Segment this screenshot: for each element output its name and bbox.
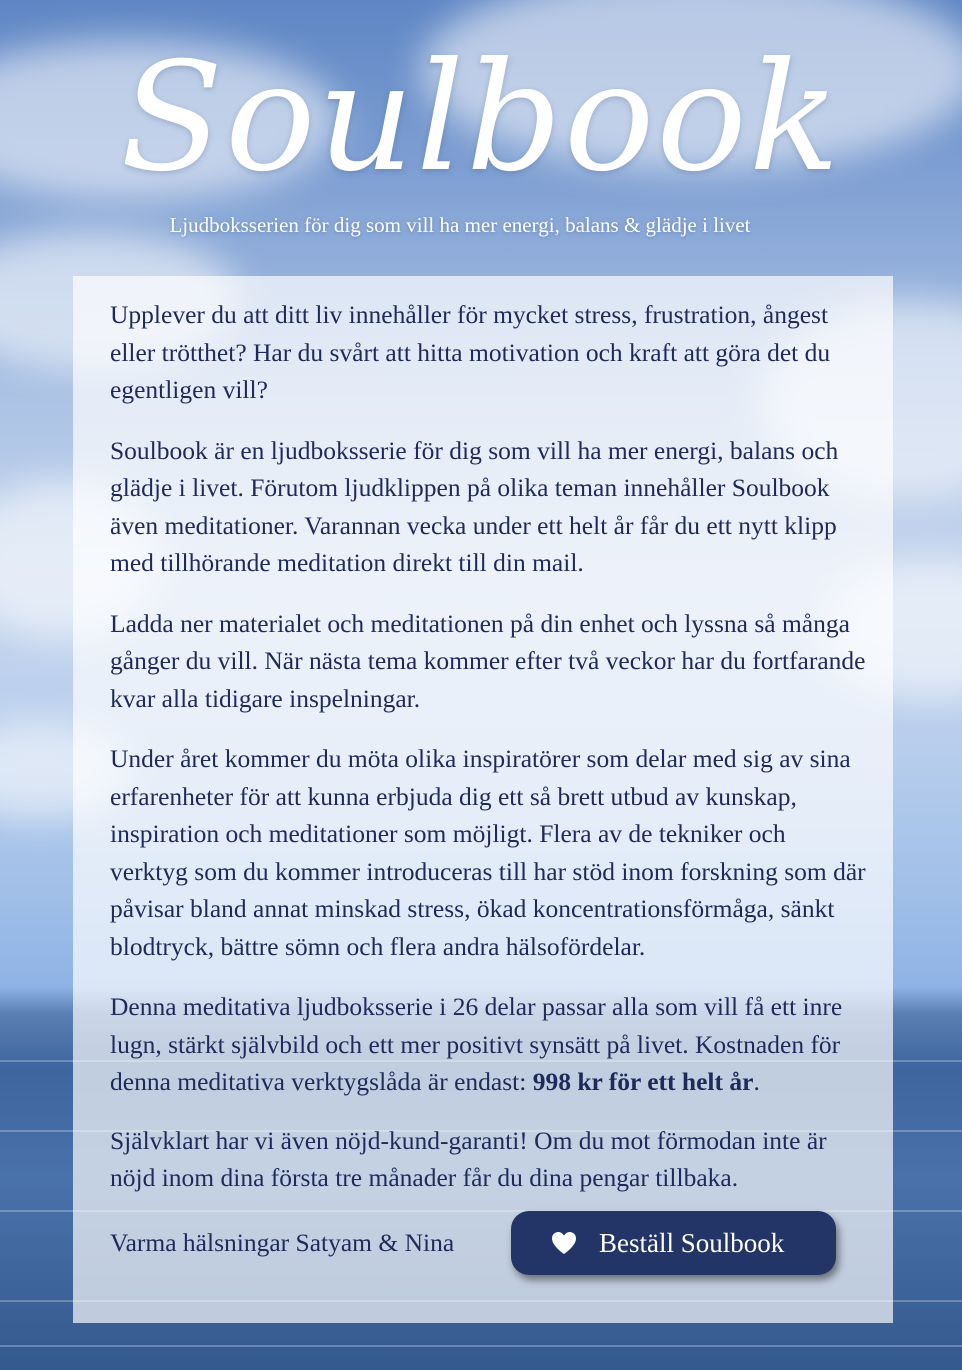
sea-glint bbox=[0, 1345, 962, 1347]
paragraph-download: Ladda ner materialet och meditationen på din enhet och lyssna så många gånger du vill. När nästa tema kommer efter två veckor har du fortfarande kvar alla tidigare inspelningar. bbox=[110, 608, 866, 713]
order-button-label: Beställ Soulbook bbox=[599, 1227, 785, 1258]
price-suffix: . bbox=[753, 1067, 760, 1096]
logo-title: Soulbook bbox=[120, 31, 842, 205]
paragraph-guarantee: Självklart har vi även nöjd-kund-garanti! Om du mot förmodan inte är nöjd inom dina första tre månader får du dina pengar tillbaka. bbox=[110, 1125, 827, 1192]
pricing-text: Denna meditativa ljudboksserie i 26 delar passar alla som vill få ett inre lugn, stärkt självbild och ett mer positivt synsätt på livet. Kostnaden för denna meditativa verktygslåda är endast: bbox=[110, 992, 843, 1096]
paragraph-pricing bbox=[110, 988, 869, 1101]
heart-icon bbox=[551, 1231, 577, 1255]
order-soulbook-button[interactable] bbox=[511, 1211, 836, 1275]
tagline: Ljudboksserien för dig som vill ha mer energi, balans & glädje i livet bbox=[169, 213, 751, 237]
paragraph-about: Soulbook är en ljudboksserie för dig som vill ha mer energi, balans och glädje i livet. Förutom ljudklippen på olika teman innehåller Soulbook även meditationer. Varannan vecka under ett helt år får du ett nytt klipp med tillhörande meditation direkt till din mail. bbox=[110, 435, 839, 577]
signature: Varma hälsningar Satyam & Nina bbox=[110, 1228, 455, 1257]
paragraph-intro: Upplever du att ditt liv innehåller för mycket stress, frustration, ångest eller trötthet? Har du svårt att hitta motivation och kraft att göra det du egentligen vill? bbox=[110, 300, 831, 404]
price-highlight: 998 kr för ett helt år bbox=[532, 1067, 754, 1096]
content-panel bbox=[73, 276, 893, 1323]
paragraph-inspirators: Under året kommer du möta olika inspiratörer som delar med sig av sina erfarenheter för att kunna erbjuda dig ett så brett utbud av kunskap, inspiration och meditationer som möjligt. Flera av de tekniker och verktyg som du kommer introduceras till har stöd inom forskning som där påvisar bland annat minskad stress, ökad koncentrationsförmåga, sänkt blodtryck, bättre sömn och flera andra hälsofördelar. bbox=[110, 744, 866, 961]
